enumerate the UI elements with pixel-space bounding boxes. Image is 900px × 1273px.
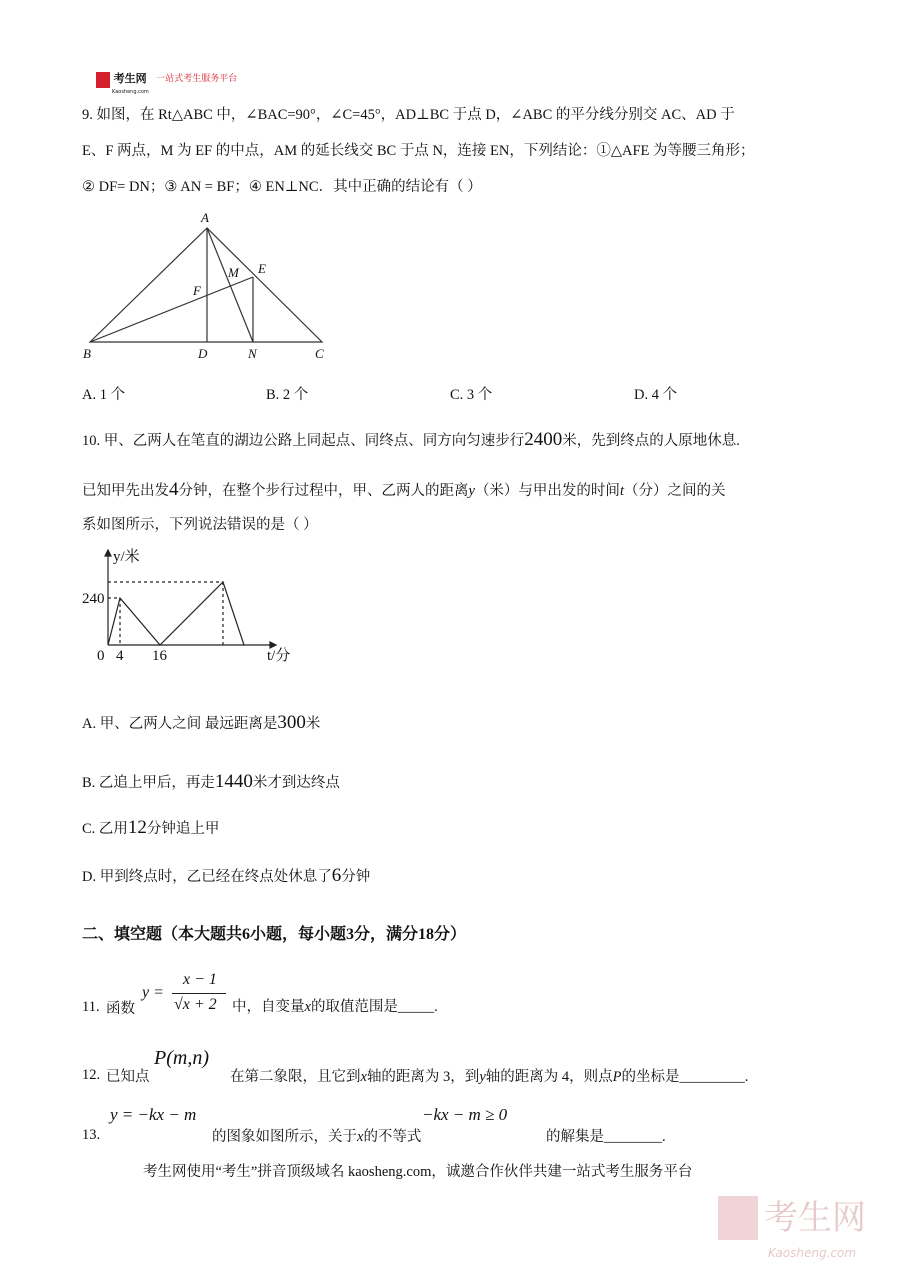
segment-an bbox=[207, 228, 253, 342]
watermark-logo-icon bbox=[718, 1196, 758, 1240]
footer-text: 考生网使用“考生”拼音顶级域名 kaosheng.com，诚邀合作伙伴共建一站式考生服务平台 bbox=[143, 1164, 693, 1180]
q13-num: 13. bbox=[82, 1127, 101, 1143]
triangle-figure bbox=[90, 228, 322, 342]
q12-text-a: 已知点 bbox=[106, 1069, 150, 1085]
fraction-bar bbox=[172, 993, 226, 994]
q13-inequality: −kx − m ≥ 0 bbox=[422, 1105, 508, 1124]
q13-line: 的图象如图所示，关于x的不等式 bbox=[212, 1129, 422, 1145]
segment-be bbox=[90, 277, 253, 342]
q9-option-c: C. 3 个 bbox=[450, 387, 493, 403]
q11-text-a: 函数 bbox=[106, 1001, 135, 1017]
q9-line1: 9. 如图，在 Rt△ABC 中，∠BAC=90°，∠C=45°，AD⊥BC 于点 D，∠ABC 的平分线分别交 AC、AD 于 bbox=[82, 107, 735, 123]
q9-option-a: A. 1 个 bbox=[82, 387, 126, 403]
q9-line2: E、F 两点，M 为 EF 的中点，AM 的延长线交 BC 于点 N，连接 EN，下列结论：①△AFE 为等腰三角形； bbox=[82, 143, 755, 159]
q9-option-b: B. 2 个 bbox=[266, 387, 309, 403]
label-n: N bbox=[248, 346, 257, 361]
y-axis-arrow bbox=[105, 550, 111, 556]
graph-ylabel: y/米 bbox=[113, 549, 140, 565]
graph-tick-0: 0 bbox=[97, 648, 105, 664]
section-2-heading: 二、填空题（本大题共6小题，每小题3分，满分18分） bbox=[82, 926, 467, 943]
q11-numerator: x − 1 bbox=[183, 971, 217, 988]
q10-option-c: C. 乙用12分钟追上甲 bbox=[82, 817, 220, 838]
label-f: F bbox=[193, 283, 201, 298]
q12-point: P(m,n) bbox=[154, 1047, 209, 1069]
q11-denominator: √x + 2 bbox=[174, 996, 217, 1013]
watermark: 考生网 Kaosheng.com bbox=[718, 1196, 866, 1266]
graph-tick-4: 4 bbox=[116, 648, 124, 664]
label-b: B bbox=[83, 346, 91, 361]
q11-y: y = bbox=[142, 984, 164, 1001]
q10-option-b: B. 乙追上甲后，再走1440米才到达终点 bbox=[82, 771, 340, 792]
graph-xlabel: t/分 bbox=[267, 648, 291, 664]
graph-tick-16: 16 bbox=[152, 648, 167, 664]
graph-tick-240: 240 bbox=[82, 591, 105, 607]
kaosheng-logo: $^{考生网}$ Kaosheng.com $^{一站式考生服务平台}$ bbox=[96, 72, 237, 100]
q12-line: 在第二象限，且它到x轴的距离为 3，到y轴的距离为 4，则点P的坐标是_________. bbox=[230, 1069, 749, 1085]
q13-function: y = −kx − m bbox=[110, 1105, 197, 1124]
q9-line3: ② DF= DN；③ AN = BF；④ EN⊥NC．其中正确的结论有（ ） bbox=[82, 179, 482, 195]
triangle-abc bbox=[90, 228, 322, 342]
label-e: E bbox=[258, 261, 266, 276]
label-c: C bbox=[315, 346, 324, 361]
q9-option-d: D. 4 个 bbox=[634, 387, 678, 403]
label-a: A bbox=[201, 210, 209, 225]
graph-line bbox=[108, 582, 244, 645]
q10-option-a: A. 甲、乙两人之间 最远距离是300米 bbox=[82, 712, 321, 733]
q10-line1: 10. 甲、乙两人在笔直的湖边公路上同起点、同终点、同方向匀速步行2400米，先到终点的人原地休息. bbox=[82, 429, 740, 450]
q11-line: 中，自变量x的取值范围是_____. bbox=[232, 999, 438, 1015]
q10-option-d: D. 甲到终点时，乙已经在终点处休息了6分钟 bbox=[82, 865, 371, 886]
q10-line2: 已知甲先出发4分钟，在整个步行过程中，甲、乙两人的距离y（米）与甲出发的时间t（分）之间的关 bbox=[82, 479, 726, 500]
q10-line3: 系如图所示，下列说法错误的是（ ） bbox=[82, 517, 318, 533]
q13-tail: 的解集是________. bbox=[546, 1129, 666, 1145]
q11-num: 11. bbox=[82, 999, 100, 1015]
label-d: D bbox=[198, 346, 208, 361]
q12-num: 12. bbox=[82, 1067, 101, 1083]
label-m: M bbox=[228, 265, 239, 280]
